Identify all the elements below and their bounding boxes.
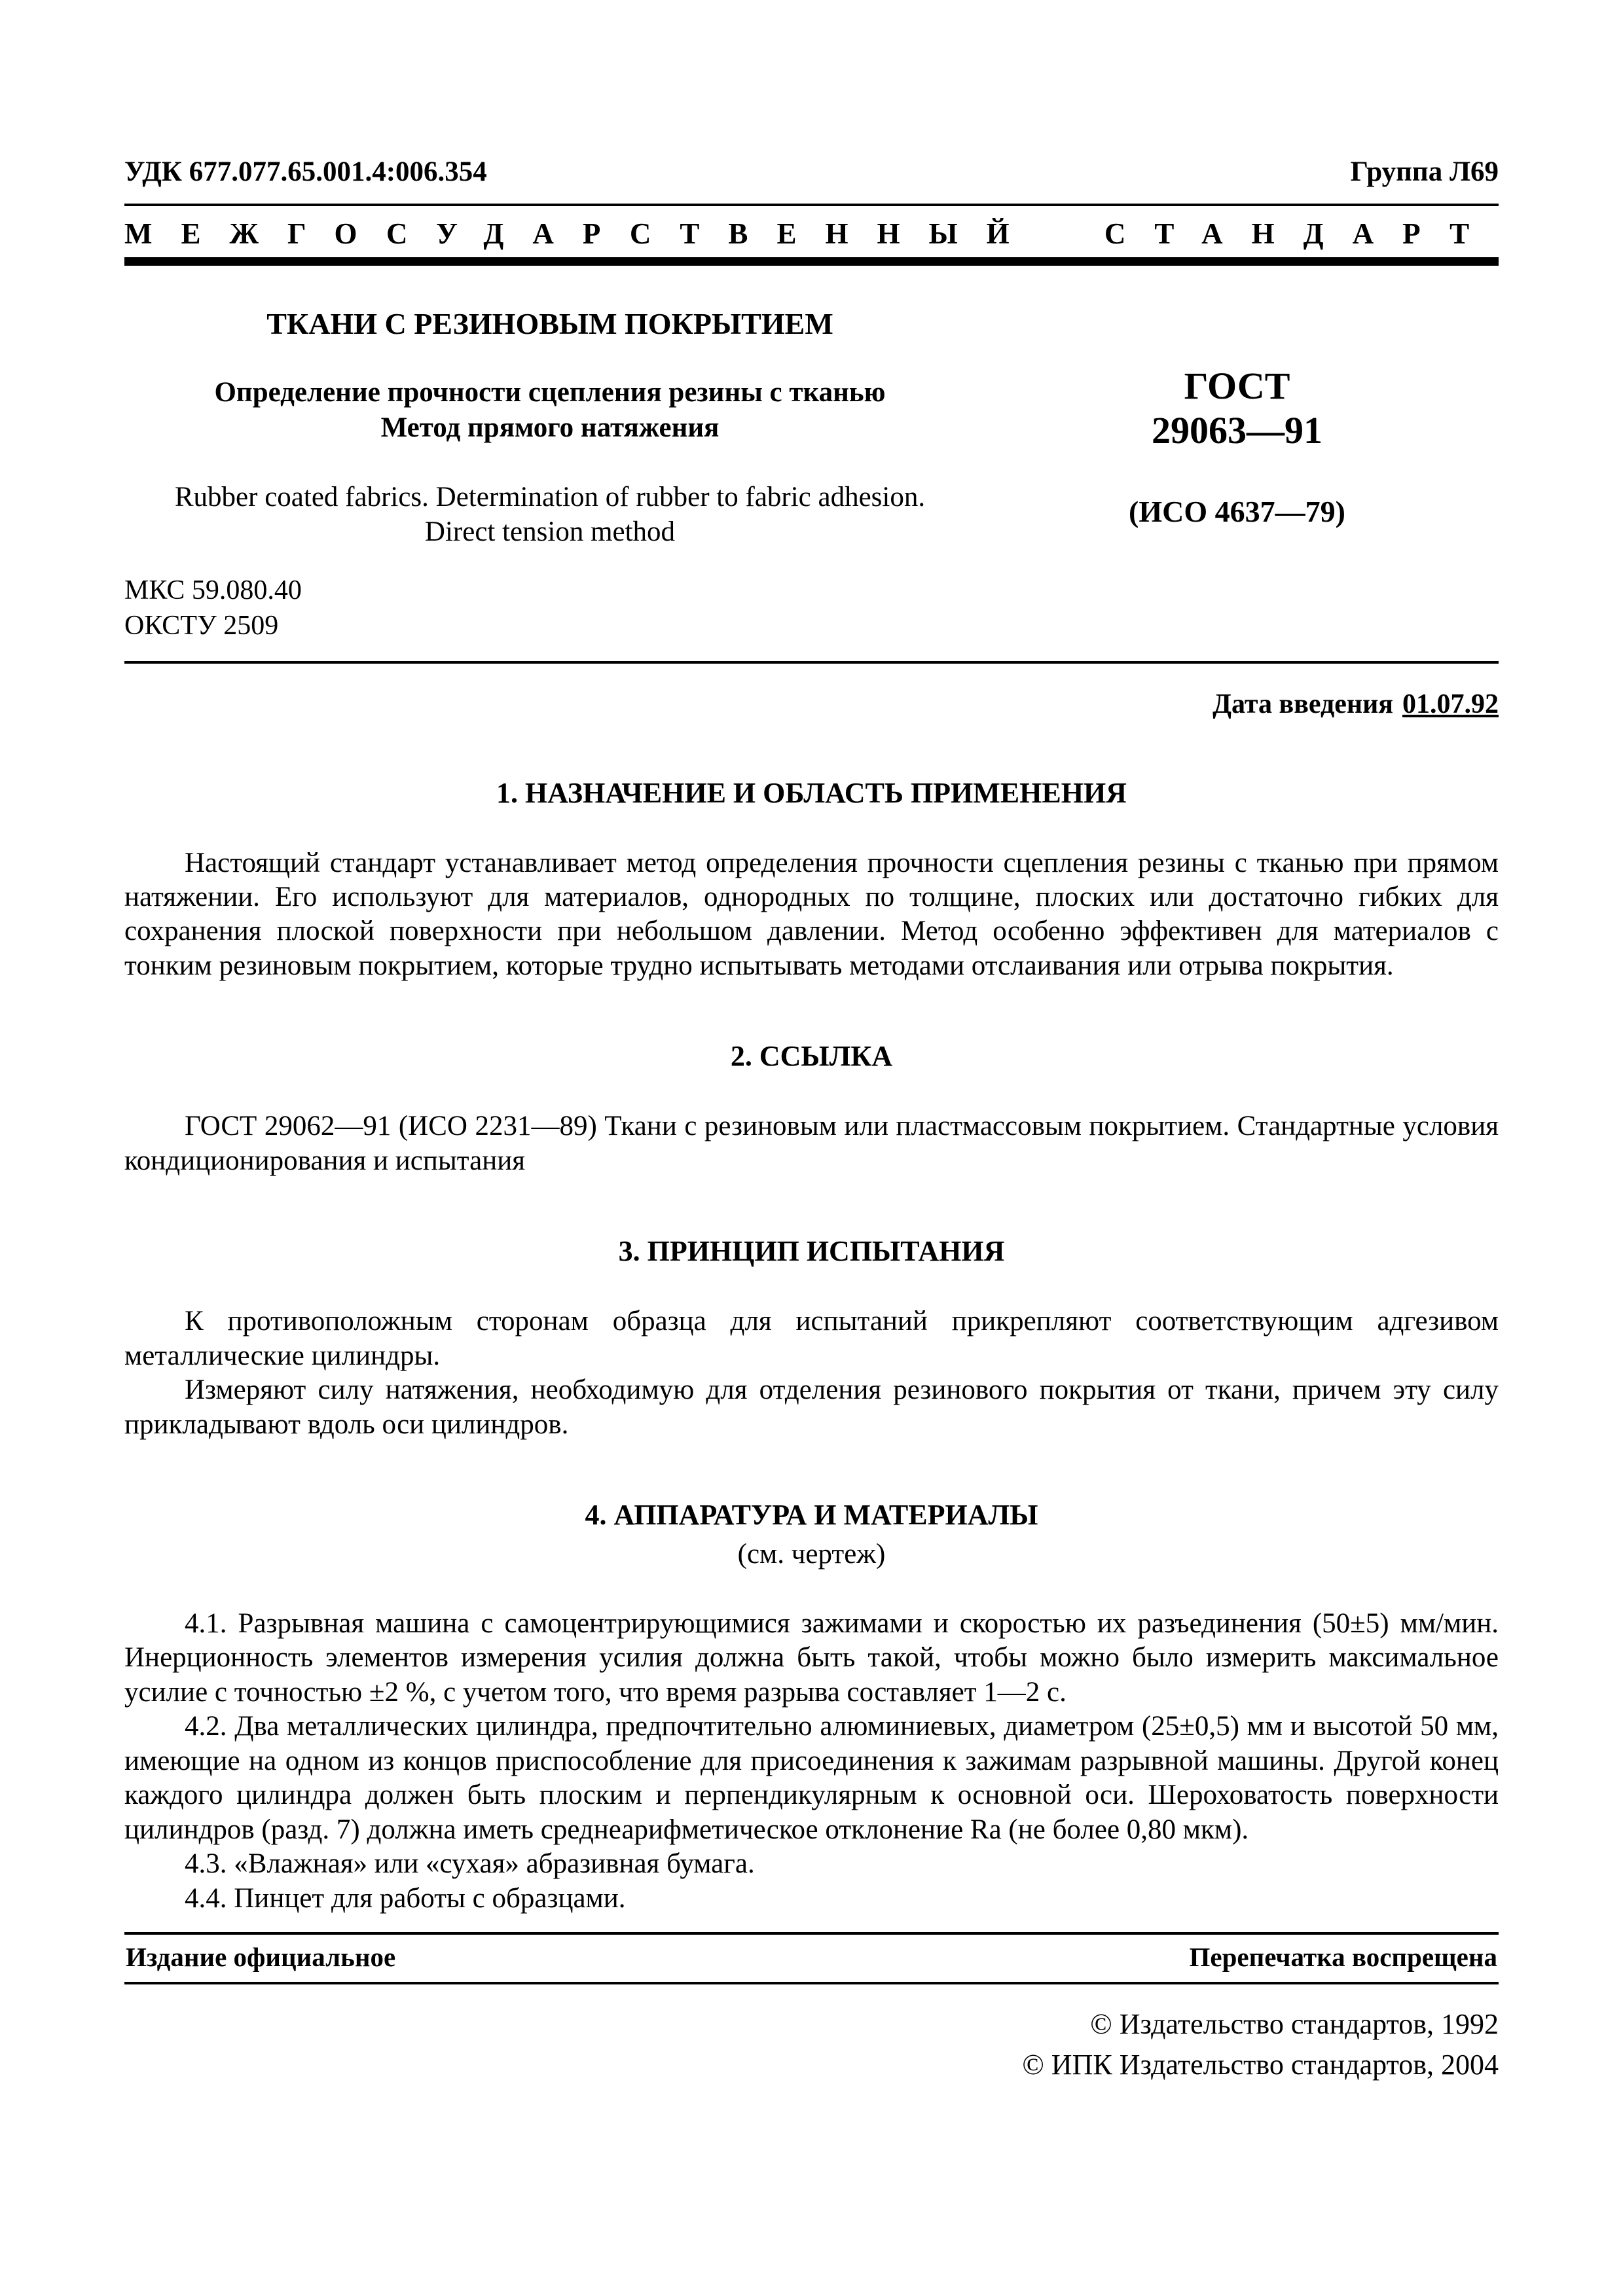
copyright-line-2004: © ИПК Издательство стандартов, 2004	[1022, 2049, 1499, 2081]
subtitle-en-line1: Rubber coated fabrics. Determination of rubber to fabric adhesion.	[174, 481, 926, 512]
subtitle-ru-line2: Метод прямого натяжения	[380, 412, 720, 443]
section-3-paragraph: Измеряют силу натяжения, необходимую для отделения резинового покрытия от ткани, причем эту силу прикладывают вдоль оси цилиндров.	[124, 1374, 1499, 1440]
section-4-paragraph: 4.1. Разрывная машина с самоцентрирующимися зажимами и скоростью их разъединения (50±5) мм/мин. Инерционность элементов измерения усилия должна быть такой, чтобы можно было измерить максимальное усилие с точностью ±2 %, с учетом того, что время разрыва составляет 1—2 с.	[124, 1608, 1499, 1708]
section-3-paragraph: К противоположным сторонам образца для испытаний прикрепляют соответствующим адгезивом металлические цилиндры.	[124, 1306, 1499, 1371]
subtitle-ru-line1: Определение прочности сцепления резины с тканью	[214, 377, 886, 408]
codes-divider	[124, 661, 1499, 664]
section-3-heading: 3. ПРИНЦИП ИСПЫТАНИЯ	[618, 1235, 1005, 1268]
effective-date-row	[124, 689, 1499, 720]
banner-underline-bar	[124, 257, 1499, 266]
page-footer	[124, 1932, 1499, 2086]
effective-date-value: 01.07.92	[1402, 689, 1499, 719]
group-code: Группа Л69	[1350, 156, 1499, 187]
mks-code: МКС 59.080.40	[124, 575, 302, 605]
title-left-column	[124, 306, 976, 550]
standard-designation-column	[976, 306, 1499, 550]
udk-code: УДК 677.077.65.001.4:006.354	[124, 156, 487, 187]
section-4-heading: 4. АППАРАТУРА И МАТЕРИАЛЫ	[585, 1499, 1038, 1532]
copyright-line-1992: © Издательство стандартов, 1992	[1090, 2008, 1499, 2040]
section-1-heading: 1. НАЗНАЧЕНИЕ И ОБЛАСТЬ ПРИМЕНЕНИЯ	[496, 776, 1127, 809]
classification-codes	[124, 573, 1499, 644]
title-area	[124, 306, 1499, 550]
gost-label: ГОСТ	[1184, 365, 1290, 407]
header-divider	[124, 204, 1499, 206]
gost-number-block	[976, 364, 1499, 454]
document-header	[124, 156, 1499, 188]
section-1-paragraph: Настоящий стандарт устанавливает метод определения прочности сцепления резины с тканью при прямом натяжении. Его используют для материалов, однородных по толщине, плоских или достаточно гибких для сохранения плоской поверхности при небольшом давлении. Метод особенно эффективен для материалов с тонким резиновым покрытием, которые трудно испытывать методами отслаивания или отрыва покрытия.	[124, 847, 1499, 981]
iso-reference: (ИСО 4637—79)	[1129, 494, 1345, 528]
footer-notice-row	[124, 1932, 1499, 1984]
section-4-paragraph: 4.4. Пинцет для работы с образцами.	[185, 1882, 626, 1914]
effective-date-label: Дата введения	[1213, 689, 1393, 719]
document-subtitle-en	[124, 480, 976, 550]
official-edition-label: Издание официальное	[126, 1942, 396, 1972]
section-2-heading: 2. ССЫЛКА	[730, 1040, 893, 1073]
subtitle-en-line2: Direct tension method	[424, 516, 676, 548]
standard-type-banner: МЕЖГОСУДАРСТВЕННЫЙ СТАНДАРТ	[124, 217, 1499, 250]
copyright-block	[124, 2004, 1499, 2086]
gost-number: 29063—91	[1152, 409, 1322, 452]
section-4-paragraph: 4.2. Два металлических цилиндра, предпочтительно алюминиевых, диаметром (25±0,5) мм и высотой 50 мм, имеющие на одном из концов приспособление для присоединения к зажимам разрывной машины. Другой конец каждого цилиндра должен быть плоским и перпендикулярным к основной оси. Шероховатость поверхности цилиндров (разд. 7) должна иметь среднеарифметическое отклонение Ra (не более 0,80 мкм).	[124, 1711, 1499, 1845]
document-title: ТКАНИ С РЕЗИНОВЫМ ПОКРЫТИЕМ	[266, 307, 833, 340]
section-2-paragraph: ГОСТ 29062—91 (ИСО 2231—89) Ткани с резиновым или пластмассовым покрытием. Стандартные условия кондиционирования и испытания	[124, 1111, 1499, 1176]
document-subtitle-ru	[124, 375, 976, 446]
section-4-subheading: (см. чертеж)	[737, 1539, 886, 1570]
okstu-code: ОКСТУ 2509	[124, 610, 279, 641]
reprint-notice: Перепечатка воспрещена	[1189, 1942, 1497, 1972]
section-4-paragraph: 4.3. «Влажная» или «сухая» абразивная бумага.	[185, 1848, 755, 1880]
